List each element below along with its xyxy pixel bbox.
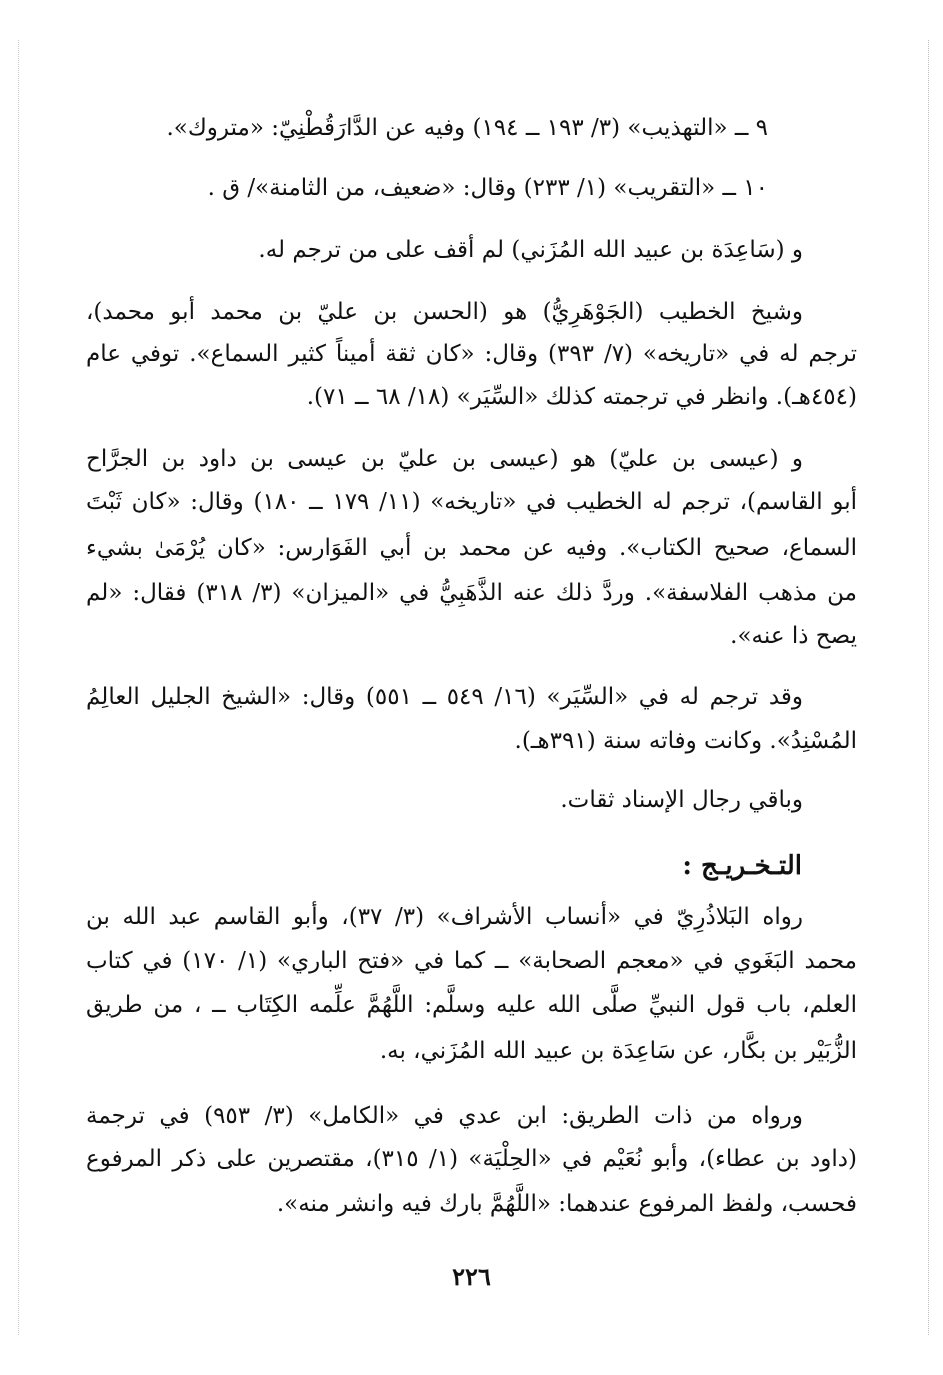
- reference-line-9: ٩ ــ «التهذيب» (٣/ ١٩٣ ــ ١٩٤) وفيه عن الدَّارَقُطْنِيّ: «متروك».: [166, 115, 768, 141]
- page-number: ٢٢٦: [452, 1262, 491, 1291]
- paragraph-line: السماع، صحيح الكتاب». وفيه عن محمد بن أبي الفَوَارس: «كان يُرْمَىٰ بشيء: [86, 535, 857, 561]
- reference-line-10: ١٠ ــ «التقريب» (١/ ٢٣٣) وقال: «ضعيف، من الثامنة»/ ق .: [207, 175, 768, 201]
- paragraph-line: المُسْنِدُ». وكانت وفاته سنة (٣٩١هـ).: [514, 728, 857, 754]
- paragraph-line: وباقي رجال الإسناد ثقات.: [560, 787, 803, 813]
- right-margin-guide: [928, 40, 929, 1335]
- paragraph-line: الزُّبَيْر بن بكَّار، عن سَاعِدَة بن عبيد الله المُزَني، به.: [379, 1038, 857, 1064]
- paragraph-line: يصح ذا عنه».: [730, 623, 857, 649]
- paragraph-line: العلم، باب قول النبيِّ صلَّى الله عليه وسلَّم: اللَّهُمَّ علِّمه الكِتَاب ــ ، من طريق: [86, 992, 857, 1018]
- paragraph-line: رواه البَلاذُرِيّ في «أنساب الأشراف» (٣/ ٣٧)، وأبو القاسم عبد الله بن: [86, 904, 803, 930]
- section-heading-takhrij: التـخـريـج :: [682, 851, 802, 881]
- paragraph-line: و (سَاعِدَة بن عبيد الله المُزَني) لم أقف على من ترجم له.: [258, 237, 803, 263]
- paragraph-line: محمد البَغَوي في «معجم الصحابة» ــ كما في «فتح الباري» (١/ ١٧٠) في كتاب: [86, 948, 857, 974]
- paragraph-line: وشيخ الخطيب (الجَوْهَرِيُّ) هو (الحسن بن عليّ بن محمد أبو محمد)،: [86, 299, 803, 325]
- paragraph-line: ورواه من ذات الطريق: ابن عدي في «الكامل» (٣/ ٩٥٣) في ترجمة: [86, 1103, 803, 1129]
- paragraph-line: (٤٥٤هـ). وانظر في ترجمته كذلك «السِّيَر» (١٨/ ٦٨ ــ ٧١).: [306, 384, 857, 410]
- paragraph-line: أبو القاسم)، ترجم له الخطيب في «تاريخه» (١١/ ١٧٩ ــ ١٨٠) وقال: «كان ثَبْتَ: [86, 489, 857, 515]
- paragraph-line: من مذهب الفلاسفة». وردَّ ذلك عنه الذَّهَبِيُّ في «الميزان» (٣/ ٣١٨) فقال: «لم: [86, 580, 857, 606]
- paragraph-line: وقد ترجم له في «السِّيَر» (١٦/ ٥٤٩ ــ ٥٥١) وقال: «الشيخ الجليل العالِمُ: [86, 684, 803, 710]
- paragraph-line: فحسب، ولفظ المرفوع عندهما: «اللَّهُمَّ بارك فيه وانشر منه».: [276, 1191, 857, 1217]
- left-margin-guide: [18, 40, 19, 1335]
- paragraph-line: و (عيسى بن عليّ) هو (عيسى بن عليّ بن عيسى بن داود بن الجرَّاح: [86, 446, 803, 472]
- paragraph-line: (داود بن عطاء)، وأبو نُعَيْم في «الحِلْيَة» (١/ ٣١٥)، مقتصرين على ذكر المرفوع: [86, 1146, 857, 1172]
- paragraph-line: ترجم له في «تاريخه» (٧/ ٣٩٣) وقال: «كان ثقة أميناً كثير السماع». توفي عام: [86, 341, 857, 367]
